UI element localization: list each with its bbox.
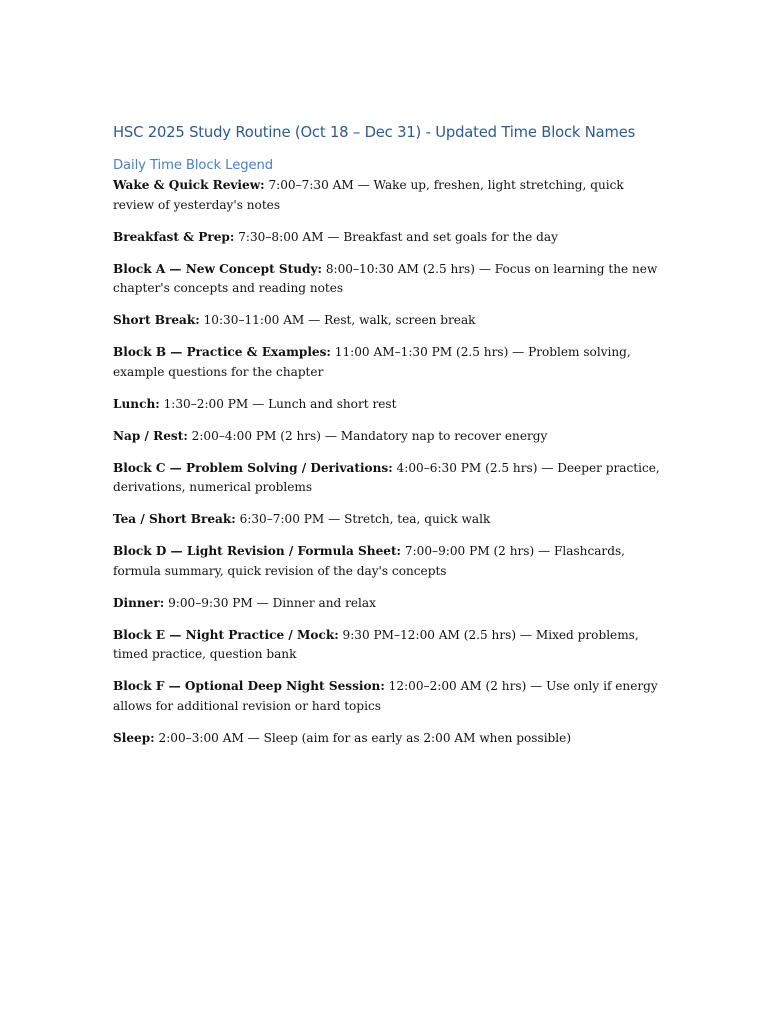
time-block-entry [113, 542, 663, 581]
time-block-entry [113, 176, 663, 215]
time-block-description: 7:00–9:00 PM (2 hrs) — Flashcards, formula summary, quick revision of the day's concepts [113, 544, 626, 578]
time-block-description: 10:30–11:00 AM — Rest, walk, screen break [203, 313, 476, 327]
time-block-description: 7:00–7:30 AM — Wake up, freshen, light stretching, quick review of yesterday's notes [113, 178, 624, 212]
time-block-label: Sleep: [113, 730, 155, 745]
time-block-entry [113, 395, 663, 415]
time-block-label: Wake & Quick Review: [113, 178, 265, 192]
time-block-label: Block E — Night Practice / Mock: [113, 627, 339, 642]
document-content [113, 124, 663, 761]
time-block-entry [113, 594, 663, 614]
time-block-label: Lunch: [113, 396, 160, 411]
document-title: HSC 2025 Study Routine (Oct 18 – Dec 31) - Updated Time Block Names [113, 124, 636, 141]
time-block-description: 6:30–7:00 PM — Stretch, tea, quick walk [239, 512, 491, 526]
legend-heading: Daily Time Block Legend [113, 158, 274, 173]
time-block-description: 12:00–2:00 AM (2 hrs) — Use only if energy allows for additional revision or hard topics [113, 679, 658, 713]
time-block-entry [113, 228, 663, 248]
time-block-entry [113, 343, 663, 382]
time-block-entry [113, 260, 663, 299]
time-block-entry [113, 427, 663, 447]
time-block-entry [113, 311, 663, 331]
time-block-entry [113, 626, 663, 665]
time-block-entry [113, 459, 663, 498]
time-block-label: Block F — Optional Deep Night Session: [113, 679, 385, 693]
time-block-entry [113, 729, 663, 749]
time-block-description: 8:00–10:30 AM (2.5 hrs) — Focus on learning the new chapter's concepts and reading notes [113, 261, 658, 295]
time-block-description: 4:00–6:30 PM (2.5 hrs) — Deeper practice, derivations, numerical problems [113, 460, 660, 494]
time-block-entry [113, 677, 663, 716]
time-block-description: 7:30–8:00 AM — Breakfast and set goals for the day [238, 229, 558, 244]
time-block-list [113, 176, 663, 748]
time-block-entry [113, 510, 663, 530]
time-block-description: 11:00 AM–1:30 PM (2.5 hrs) — Problem solving, example questions for the chapter [113, 345, 631, 379]
time-block-label: Block C — Problem Solving / Derivations: [113, 460, 393, 475]
time-block-description: 2:00–4:00 PM (2 hrs) — Mandatory nap to recover energy [191, 428, 548, 443]
time-block-label: Dinner: [113, 595, 165, 610]
time-block-label: Block B — Practice & Examples: [113, 345, 331, 359]
time-block-label: Short Break: [113, 313, 200, 327]
time-block-description: 9:30 PM–12:00 AM (2.5 hrs) — Mixed problems, timed practice, question bank [113, 627, 639, 661]
time-block-description: 1:30–2:00 PM — Lunch and short rest [163, 396, 397, 411]
time-block-label: Breakfast & Prep: [113, 229, 235, 244]
time-block-label: Block A — New Concept Study: [113, 261, 322, 276]
time-block-label: Nap / Rest: [113, 428, 188, 443]
time-block-label: Tea / Short Break: [113, 512, 236, 526]
time-block-description: 9:00–9:30 PM — Dinner and relax [168, 595, 376, 610]
time-block-label: Block D — Light Revision / Formula Sheet: [113, 544, 402, 558]
time-block-description: 2:00–3:00 AM — Sleep (aim for as early as 2:00 AM when possible) [158, 730, 572, 745]
